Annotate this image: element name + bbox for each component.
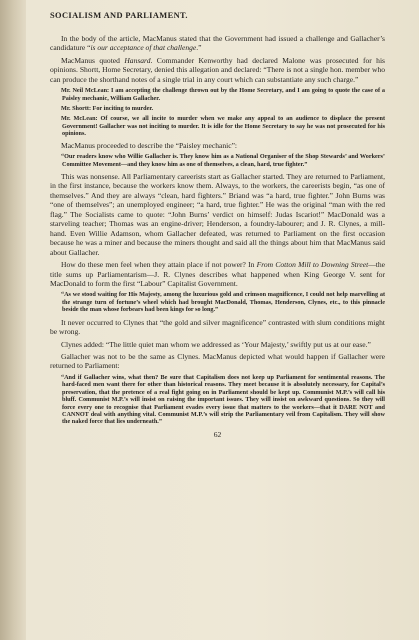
dialogue-shortt: Mr. Shortt: For inciting to murder. <box>61 105 154 113</box>
paragraph-1-lead: In the body of the article, MacManus stated that the Government had issued a challenge and Gallacher’s candidature “ <box>50 34 385 53</box>
paragraph-2-lead: MacManus quoted <box>61 55 125 65</box>
paragraph-1-tail: .” <box>196 43 202 53</box>
paragraph-5-lead: How do these men feel when they attain place if not power? In <box>61 260 257 270</box>
paragraph-2-tail: . Commander Kenworthy had declared Malone was prosecuted for his opinions. Shortt, Home Secretary, denied this allegation and declared: “There is not a single hon. member who can produce the shorthand notes of a single trial in any court which can substantiate any such charge.” <box>50 55 385 84</box>
paragraph-2 <box>50 56 385 84</box>
block-quote-3: “And if Gallacher wins, what then? Be sure that Capitalism does not keep up Parliament for sentimental reasons. The hard-faced men want there for other than historical reasons. They meet because it is absolutely necessary, for Capital’s preservation, that the pretence of a real fight going on in Parliament should be kept up. Communist M.P.’s will call his bluff. Communist M.P.’s will insist on raising the important issues. They will insist on awkward questions. So they will force every one to recognise that Parliament evades every issue that matters to the workers—that it DARE NOT and CANNOT deal with anything vital. Communist M.P.’s will strip the Parliamentary veil from Capitalism. They will show the naked force that lies underneath.” <box>61 373 385 426</box>
page-gutter-shadow <box>0 0 26 640</box>
paragraph-5-tail: —the title sums up Parliamentarism—J. R. Clynes describes what happened when King George V. sent for MacDonald to form the first “Labour” Capitalist Government. <box>50 260 385 288</box>
paragraph-4: This was nonsense. All Parliamentary careerists start as Gallacher started. They are returned to Parliament, in the first instance, because the workers know them. Always, to the workers, the careerists begin, “as one of themselves.” And they are always “clean, hard fighters.” Briand was “a hard, true fighter.” John Burns was “one of themselves”; an unemployed engineer; “a hard, true fighter.” He was the original “man with the red flag.” The Socialists came to quote: “John Burns’ verdict on himself: Judas Iscariot!” MacDonald was a starveling teacher; Thomas was an engine-driver; Henderson, a foundry-labourer; and J. R. Clynes, a mill-hand. Even Willie Adamson, whom Gallacher defeated, was returned to Parliament on the first occasion because he was a miner and because the miners thought and said all the things about him that MacManus said about Gallacher. <box>50 171 385 257</box>
paragraph-6: It never occurred to Clynes that “the gold and silver magnificence” contrasted with slum conditions might be wrong. <box>50 317 385 337</box>
running-title: SOCIALISM AND PARLIAMENT. <box>50 11 188 20</box>
paragraph-8: Gallacher was not to be the same as Clynes. MacManus depicted what would happen if Gallacher were returned to Parliament: <box>50 351 385 371</box>
paragraph-5 <box>50 260 385 288</box>
paragraph-7: Clynes added: “The little quiet man whom we addressed as ‘Your Majesty,’ swiftly put us at our ease.” <box>61 339 371 349</box>
block-quote-2: “As we stood waiting for His Majesty, among the luxurious gold and crimson magnificence, I could not help marvelling at the strange turn of fortune’s wheel which had brought MacDonald, Thomas, Henderson, Clynes, etc., to this pinnacle beside the man whose forbears had been kings for so long.” <box>61 291 385 314</box>
block-quote-1: “Our readers know who Willie Gallacher is. They know him as a National Organiser of the Shop Stewards’ and Workers’ Committee Movement—and they know him as one of themselves, a clean, hard, true fighter.” <box>61 153 385 168</box>
dialogue-mclean-1: Mr. Neil McLean: I am accepting the challenge thrown out by the Home Secretary, and I am going to quote the case of a Paisley mechanic, William Gallacher. <box>61 87 385 102</box>
dialogue-mclean-2: Mr. McLean: Of course, we all incite to murder when we make any appeal to an audience to displace the present Government! Gallacher was not inciting to murder. It is idle for the Home Secretary to say he was not prosecuted for his opinions. <box>61 115 385 138</box>
paragraph-2-emphasis: Hansard <box>124 55 151 65</box>
paragraph-1-emphasis: is our acceptance of that challenge <box>90 43 197 53</box>
page-number: 62 <box>213 429 222 439</box>
paragraph-3: MacManus proceeded to describe the “Paisley mechanic”: <box>61 140 238 150</box>
paragraph-1 <box>50 34 385 53</box>
paragraph-5-emphasis: From Cotton Mill to Downing Street <box>256 260 369 270</box>
